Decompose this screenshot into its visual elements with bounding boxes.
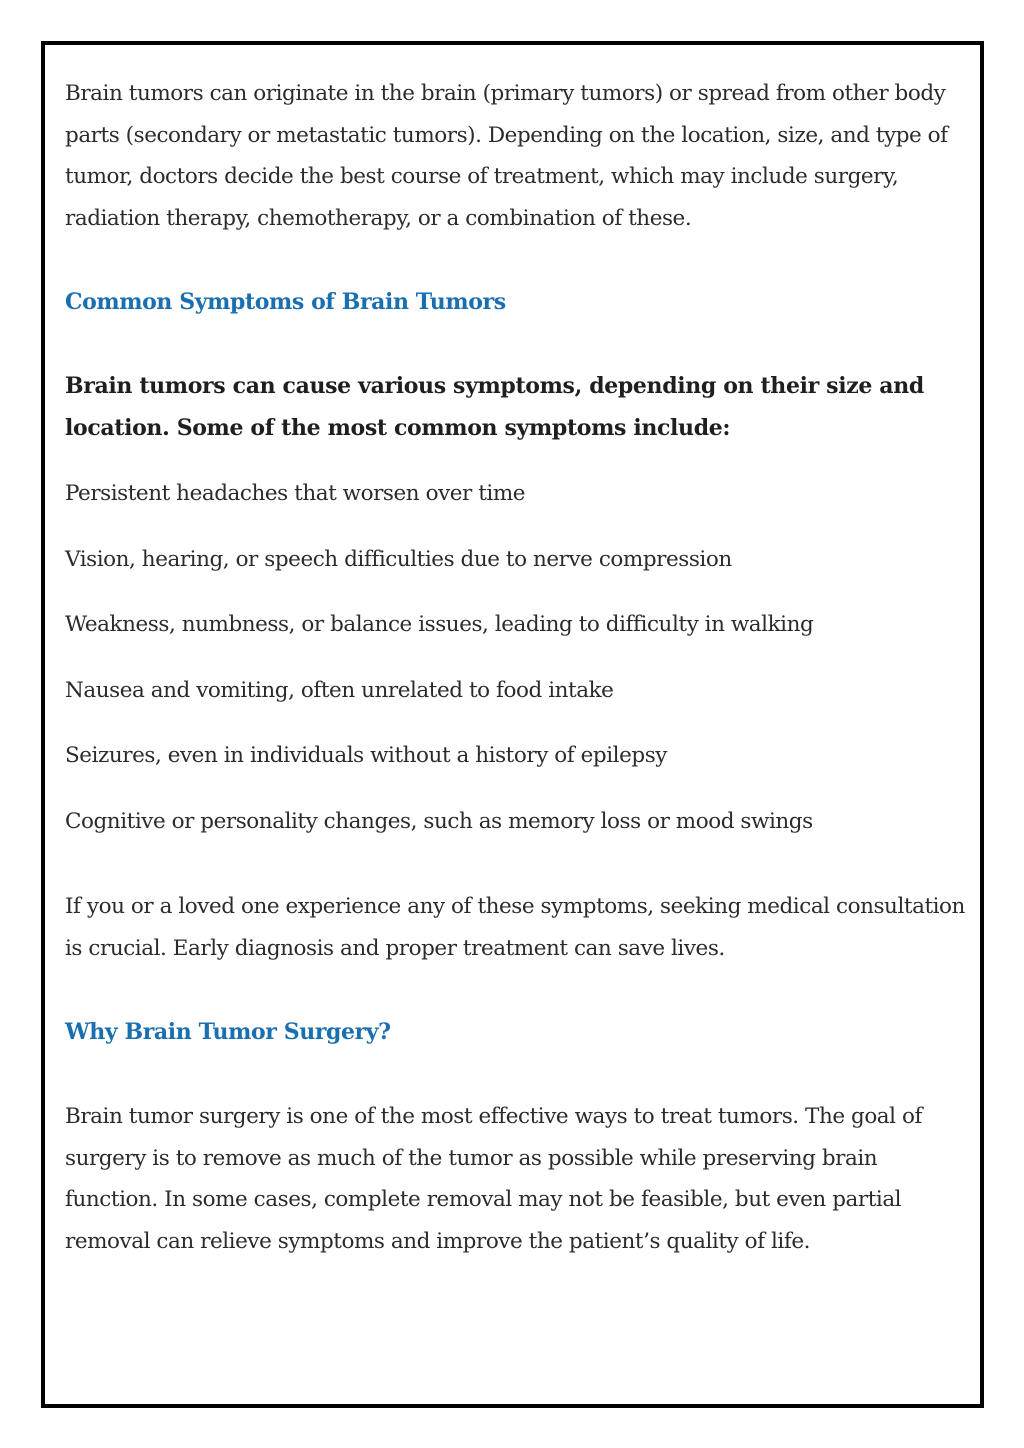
- list-item: Nausea and vomiting, often unrelated to food intake: [65, 677, 614, 703]
- list-item: Vision, hearing, or speech difficulties due to nerve compression: [65, 546, 732, 572]
- surgery-paragraph: Brain tumor surgery is one of the most effective ways to treat tumors. The goal of surgery is to remove as much of the tumor as possible while preserving brain function. In some cases, complete removal may not be feasible, but even partial removal can relieve symptoms and improve the patient’s quality of life.: [65, 1104, 922, 1254]
- symptoms-closing-paragraph: If you or a loved one experience any of these symptoms, seeking medical consultation is crucial. Early diagnosis and proper treatment can save lives.: [65, 894, 965, 961]
- list-item: Cognitive or personality changes, such as memory loss or mood swings: [65, 808, 813, 834]
- surgery-heading: Why Brain Tumor Surgery?: [65, 1019, 391, 1045]
- intro-paragraph: Brain tumors can originate in the brain (primary tumors) or spread from other body parts (secondary or metastatic tumors). Depending on the location, size, and type of tumor, doctors decide the best course of treatment, which may include surgery, radiation therapy, chemotherapy, or a combination of these.: [65, 81, 948, 231]
- list-item: Weakness, numbness, or balance issues, leading to difficulty in walking: [65, 612, 814, 637]
- list-item: Seizures, even in individuals without a history of epilepsy: [65, 743, 667, 768]
- page-frame: [41, 41, 984, 1408]
- symptoms-lead: Brain tumors can cause various symptoms, depending on their size and location. Some of the most common symptoms include:: [65, 373, 924, 441]
- symptom-list: [65, 473, 965, 842]
- list-item: Persistent headaches that worsen over time: [65, 481, 526, 506]
- symptoms-heading: Common Symptoms of Brain Tumors: [65, 289, 506, 315]
- document-content: [65, 73, 965, 1262]
